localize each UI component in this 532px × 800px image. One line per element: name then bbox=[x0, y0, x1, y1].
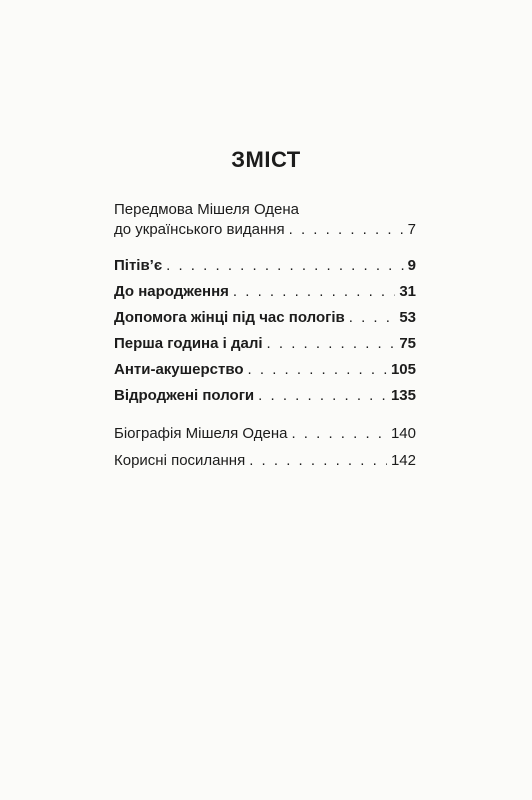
toc-entry bbox=[114, 282, 416, 302]
dot-leader bbox=[267, 334, 396, 354]
toc-entry bbox=[114, 308, 416, 328]
dot-leader bbox=[349, 308, 396, 328]
toc-entry bbox=[114, 334, 416, 354]
toc-entry-foreword bbox=[114, 200, 416, 240]
toc-entry bbox=[114, 360, 416, 380]
toc-entry-page: 142 bbox=[390, 452, 416, 469]
toc-entry-title: Відроджені пологи bbox=[114, 387, 255, 404]
toc-entry-title-line1: Передмова Мішеля Одена bbox=[114, 201, 300, 218]
toc-entry-title: Корисні посилання bbox=[114, 452, 246, 469]
dot-leader bbox=[249, 451, 387, 471]
toc-entry-title: Анти-акушерство bbox=[114, 361, 244, 378]
toc-entry-line bbox=[114, 200, 416, 220]
page-title: ЗМІСТ bbox=[231, 147, 301, 172]
toc-entry-title-line2: до українського видання bbox=[114, 221, 285, 238]
dot-leader bbox=[291, 424, 387, 444]
toc-entry bbox=[114, 424, 416, 444]
toc-entry bbox=[114, 451, 416, 471]
toc-entry-page: 9 bbox=[407, 257, 416, 274]
toc-entry-title: Допомога жінці під час пологів bbox=[114, 309, 345, 326]
toc-entry-page: 105 bbox=[390, 361, 416, 378]
toc-entry-page: 140 bbox=[390, 425, 416, 442]
toc-entry-title: Біографія Мішеля Одена bbox=[114, 425, 288, 442]
dot-leader bbox=[233, 282, 395, 302]
toc-entry bbox=[114, 256, 416, 276]
table-of-contents bbox=[114, 0, 416, 800]
toc-entry-title: Пітів’є bbox=[114, 257, 163, 274]
toc-entry-page: 75 bbox=[399, 335, 416, 352]
toc-entry-title: До народження bbox=[114, 283, 229, 300]
toc-entry-page: 7 bbox=[407, 221, 416, 238]
dot-leader bbox=[258, 386, 387, 406]
dot-leader bbox=[289, 220, 404, 240]
toc-entry-title: Перша година і далі bbox=[114, 335, 263, 352]
toc-entry-line bbox=[114, 220, 416, 240]
toc-entry-page: 53 bbox=[399, 309, 416, 326]
toc-entry-page: 31 bbox=[399, 283, 416, 300]
dot-leader bbox=[248, 360, 387, 380]
toc-entry-page: 135 bbox=[390, 387, 416, 404]
toc-entry bbox=[114, 386, 416, 406]
dot-leader bbox=[166, 256, 404, 276]
